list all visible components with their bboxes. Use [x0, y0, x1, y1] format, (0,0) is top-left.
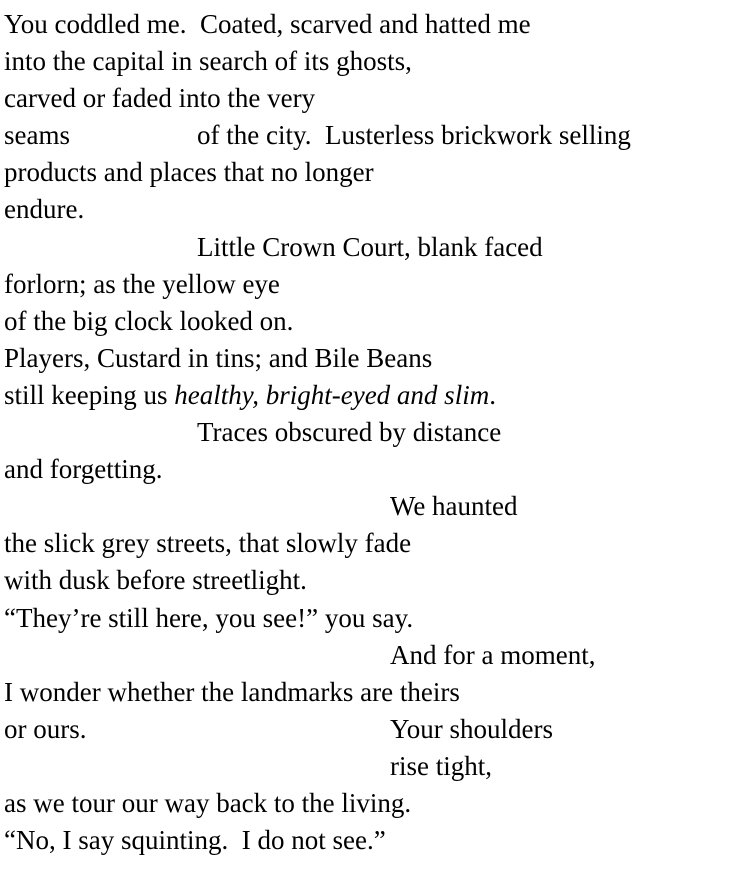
- poem-line: Little Crown Court, blank faced: [197, 231, 543, 262]
- poem-line: the slick grey streets, that slowly fade: [4, 528, 412, 559]
- poem-line: of the big clock looked on.: [4, 305, 294, 336]
- poem-line: and forgetting.: [4, 454, 163, 485]
- poem-line: You coddled me. Coated, scarved and hatted me: [4, 9, 531, 39]
- poem-line: rise tight,: [390, 750, 492, 781]
- poem-line: forlorn; as the yellow eye: [4, 268, 280, 299]
- poem-fragment: or ours.: [4, 713, 87, 744]
- poem-line: And for a moment,: [390, 639, 596, 670]
- poem-text: [4, 6, 730, 859]
- poem-line: into the capital in search of its ghosts,: [4, 46, 412, 77]
- poem-line: [4, 711, 730, 748]
- poem-line: as we tour our way back to the living.: [4, 787, 412, 818]
- poem-line: Traces obscured by distance: [197, 417, 502, 448]
- poem-line: products and places that no longer: [4, 157, 374, 188]
- poem-line: “They’re still here, you see!” you say.: [4, 602, 414, 633]
- poem-line: We haunted: [390, 491, 518, 522]
- poem-fragment: Your shoulders: [390, 713, 554, 744]
- poem-line: with dusk before streetlight.: [4, 565, 307, 596]
- poem-italic-fragment: healthy, bright-eyed and slim: [174, 379, 490, 410]
- poem-line: I wonder whether the landmarks are theirs: [4, 676, 460, 707]
- poem-fragment: still keeping us: [4, 379, 175, 410]
- poem-fragment: of the city. Lusterless brickwork selling: [197, 120, 631, 151]
- poem-line: [4, 117, 730, 154]
- poem-fragment: .: [489, 379, 496, 410]
- poem-fragment: seams: [4, 120, 70, 151]
- poem-line: “No, I say squinting. I do not see.”: [4, 825, 386, 856]
- poem-line: endure.: [4, 194, 85, 225]
- poem-line: carved or faded into the very: [4, 83, 316, 114]
- poem-line: [4, 377, 730, 414]
- poem-line: Players, Custard in tins; and Bile Beans: [4, 342, 433, 373]
